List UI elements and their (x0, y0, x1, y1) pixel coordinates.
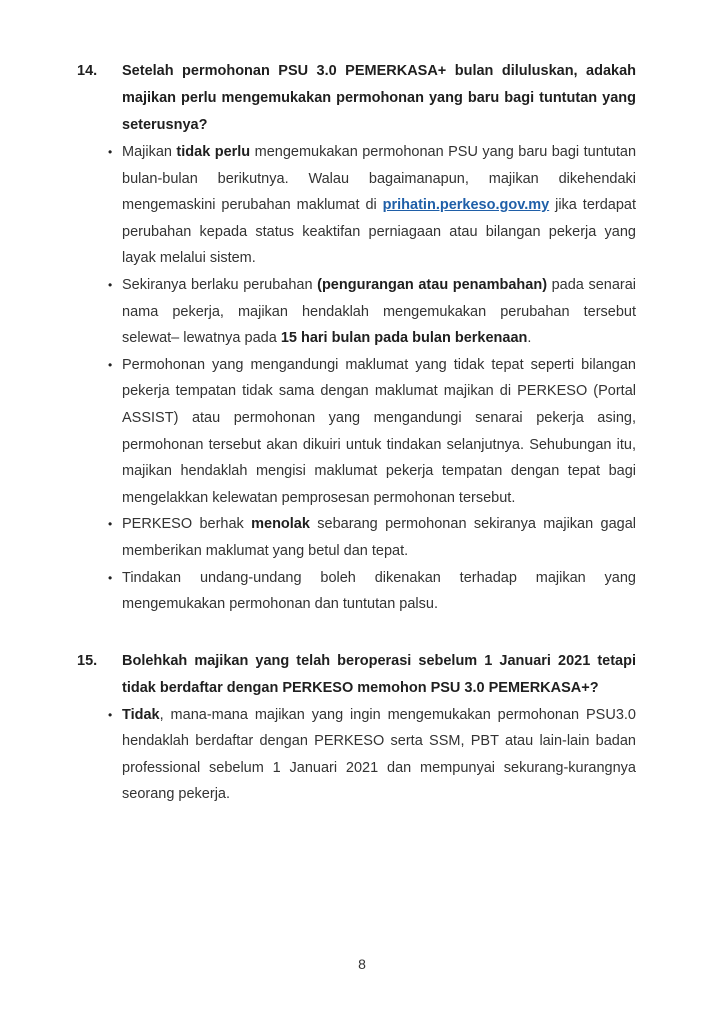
answer-bold-text: (pengurangan atau penambahan) (317, 276, 548, 293)
question-number: 15. (77, 652, 98, 669)
answer-item (108, 511, 636, 564)
question-text: Setelah permohonan PSU 3.0 PEMERKASA+ bulan diluluskan, adakah majikan perlu mengemukakan permohonan yang baru bagi tuntutan yang seterusnya? (122, 63, 636, 133)
answer-list (108, 702, 636, 808)
faq-question-15 (0, 648, 724, 808)
answer-text: jika terdapat perubahan kepada status keaktifan perniagaan atau bilangan pekerja yang layak melalui sistem. (122, 197, 636, 267)
answer-text: Sekiranya berlaku perubahan (122, 276, 318, 293)
answer-text: Majikan (122, 144, 177, 160)
answer-text: pada senarai nama pekerja, majikan hendaklah mengemukakan perubahan tersebut selewat– lewatnya pada (122, 276, 637, 347)
answer-item (108, 272, 637, 352)
bullet-icon: • (108, 517, 113, 532)
answer-text: , mana-mana majikan yang ingin mengemukakan permohonan PSU3.0 hendaklah berdaftar dengan PERKESO serta SSM, PBT atau lain-lain badan professional sebelum 1 Januari 2021 dan mempunyai sekurang-kurangnya seorang pekerja. (122, 706, 636, 803)
faq-question-14 (0, 58, 724, 618)
question-text: Bolehkah majikan yang telah beroperasi sebelum 1 Januari 2021 tetapi tidak berdaftar dengan PERKESO memohon PSU 3.0 PEMERKASA+? (122, 652, 636, 696)
bullet-icon: • (108, 357, 113, 372)
page-number: 8 (358, 956, 366, 972)
answer-bold-text: Tidak (122, 706, 160, 723)
bullet-icon: • (108, 707, 113, 722)
bullet-icon: • (108, 277, 113, 292)
answer-text: Permohonan yang mengandungi maklumat yang tidak tepat seperti bilangan pekerja tempatan tidak sama dengan maklumat majikan di PERKESO (Portal ASSIST) atau permohonan yang mengandungi senarai pekerja asing, permohonan tersebut akan dikuiri untuk tindakan selanjutnya. Sehubungan itu, majikan hendaklah mengisi maklumat pekerja tempatan dengan tepat bagi mengelakkan kelewatan pemprosesan permohonan tersebut. (122, 356, 636, 506)
answer-bold-text: 15 hari bulan pada bulan berkenaan (280, 330, 528, 347)
answer-item (108, 565, 636, 618)
answer-text: Tindakan undang-undang boleh dikenakan terhadap majikan yang mengemukakan permohonan dan tuntutan palsu. (122, 569, 636, 613)
answer-text: sebarang permohonan sekiranya majikan gagal memberikan maklumat yang betul dan tepat. (122, 516, 636, 559)
answer-list (108, 139, 637, 618)
answer-text: PERKESO berhak (122, 516, 252, 533)
question-number: 14. (77, 63, 98, 79)
answer-text: . (527, 330, 532, 347)
answer-bold-text: menolak (251, 516, 310, 533)
prihatin-link[interactable]: prihatin.perkeso.gov.my (382, 197, 550, 214)
answer-text: mengemukakan permohonan PSU yang baru bagi tuntutan bulan-bulan berikutnya. Walau bagaimanapun, majikan dikehendaki mengemaskini perubahan maklumat di (122, 144, 637, 214)
bullet-icon: • (108, 145, 113, 159)
answer-item (108, 352, 636, 512)
bullet-icon: • (108, 570, 113, 585)
answer-item (108, 702, 636, 808)
answer-bold-text: tidak perlu (176, 144, 251, 160)
answer-item (108, 139, 637, 272)
